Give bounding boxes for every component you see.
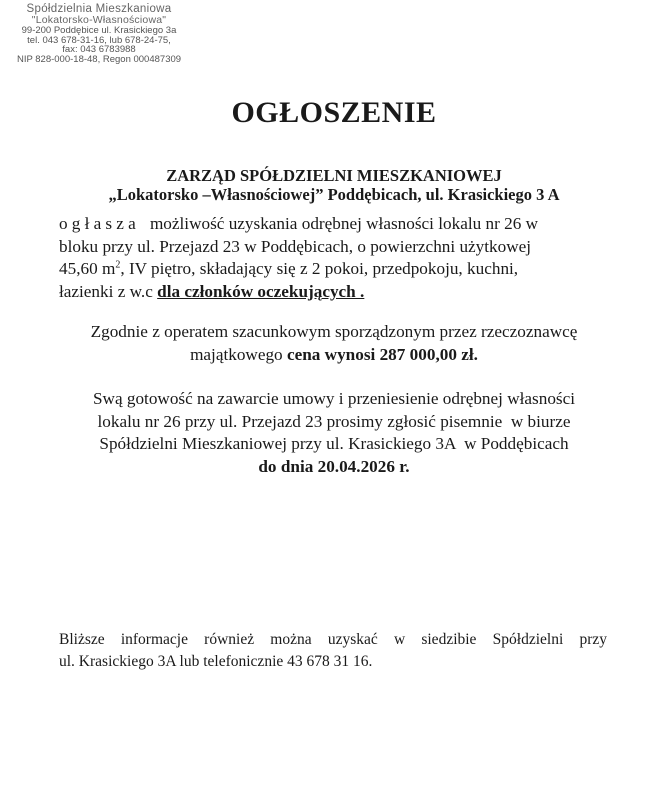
stamp-line: 99-200 Poddębice ul. Krasickiego 3a — [21, 25, 177, 36]
stamp-line: tel. 043 678-31-16, lub 678-24-75, — [27, 34, 171, 46]
valuation-line: Zgodnie z operatem szacunkowym sporządzonym przez rzeczoznawcę — [90, 322, 578, 341]
submission-paragraph — [0, 388, 668, 478]
announcement-line: łazienki z w.c dla członków oczekujących . — [59, 281, 365, 301]
price: cena wynosi 287 000,00 zł. — [286, 344, 478, 364]
cooperative-stamp — [14, 3, 184, 64]
board-name: ZARZĄD SPÓŁDZIELNI MIESZKANIOWEJ — [166, 166, 502, 185]
submission-line: Swą gotowość na zawarcie umowy i przeniesienie odrębnej własności — [92, 389, 576, 408]
stamp-line: Spółdzielnia Mieszkaniowa — [26, 3, 172, 15]
submission-line: Spółdzielni Mieszkaniowej przy ul. Krasickiego 3A w Poddębicach — [99, 434, 569, 453]
announcement-paragraph — [59, 213, 639, 303]
board-heading — [0, 166, 668, 204]
announcement-line: ogłasza możliwość uzyskania odrębnej własności lokalu nr 26 w — [59, 214, 538, 233]
stamp-line: "Lokatorsko-Własnościowa" — [31, 14, 167, 26]
area-value: 45,60 m — [59, 259, 116, 278]
announcement-verb: ogłasza — [59, 214, 140, 233]
announcement-line: 45,60 $m^2$, IV piętro, składający się z 2 pokoi, przedpokoju, kuchni, — [59, 259, 519, 278]
contact-line: ul. Krasickiego 3A lub telefonicznie 43 678 31 16. — [59, 653, 373, 670]
valuation-paragraph — [0, 321, 668, 366]
announcement-line: bloku przy ul. Przejazd 23 w Poddębicach, o powierzchni użytkowej — [59, 236, 532, 256]
eligibility-emphasis: dla członków oczekujących . — [157, 281, 365, 301]
submission-line: lokalu nr 26 przy ul. Przejazd 23 prosimy zgłosić pisemnie w biurze — [97, 411, 571, 431]
document-title: OGŁOSZENIE — [231, 96, 437, 129]
stamp-line: fax: 043 6783988 — [62, 44, 136, 56]
contact-info — [59, 629, 607, 673]
contact-line: Bliższe informacje również można uzyskać w siedzibie Spółdzielni przy — [59, 631, 607, 648]
deadline: do dnia 20.04.2026 r. — [258, 456, 410, 476]
cooperative-name-address: „Lokatorsko –Własnościowej” Poddębicach, ul. Krasickiego 3 A — [108, 185, 560, 204]
valuation-line: majątkowego cena wynosi 287 000,00 zł. — [190, 344, 478, 364]
stamp-line: NIP 828-000-18-48, Regon 000487309 — [16, 53, 182, 65]
